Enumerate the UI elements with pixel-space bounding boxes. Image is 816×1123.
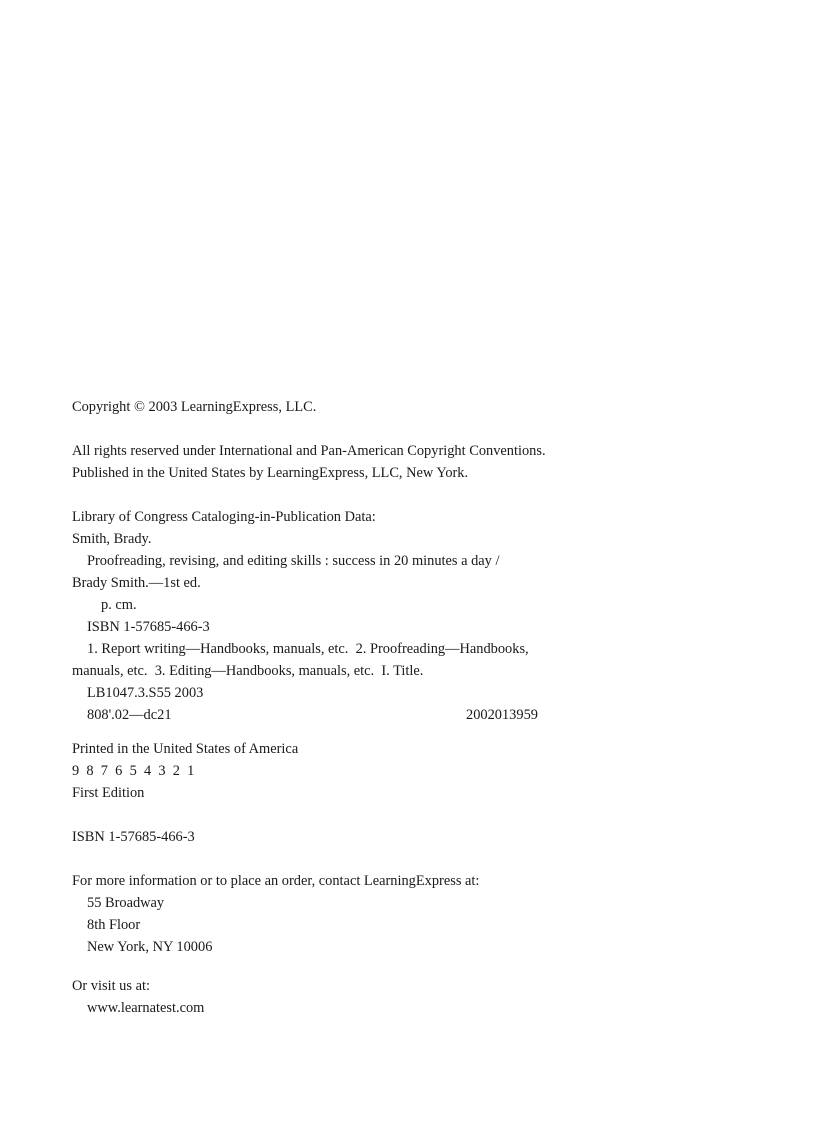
- web-intro: Or visit us at:: [72, 978, 150, 994]
- contact-city: New York, NY 10006: [87, 939, 213, 955]
- contact-info: [72, 870, 752, 958]
- cip-lc-class: LB1047.3.S55 2003: [87, 685, 204, 701]
- cip-heading: Library of Congress Cataloging-in-Publication Data:: [72, 509, 376, 525]
- rights-line-2: Published in the United States by LearningExpress, LLC, New York.: [72, 465, 469, 481]
- cip-isbn: ISBN 1-57685-466-3: [87, 619, 210, 635]
- printed-in-line: Printed in the United States of America: [72, 741, 299, 757]
- cip-lccn: 2002013959: [466, 707, 538, 723]
- printing-number-line: 9 8 7 6 5 4 3 2 1: [72, 763, 195, 779]
- isbn-block: [72, 826, 752, 848]
- copyright-line: Copyright © 2003 LearningExpress, LLC.: [72, 399, 317, 415]
- cip-author: Smith, Brady.: [72, 531, 152, 547]
- cip-title-line-2: Brady Smith.—1st ed.: [72, 575, 201, 591]
- contact-intro: For more information or to place an order, contact LearningExpress at:: [72, 873, 480, 889]
- cip-subjects-line-2: manuals, etc. 3. Editing—Handbooks, manuals, etc. I. Title.: [72, 663, 424, 679]
- contact-floor: 8th Floor: [87, 917, 141, 933]
- cip-pages: p. cm.: [101, 597, 137, 613]
- web-info: [72, 975, 752, 1019]
- rights-line-1: All rights reserved under International and Pan-American Copyright Conventions.: [72, 443, 546, 459]
- edition-line: First Edition: [72, 785, 145, 801]
- web-url: www.learnatest.com: [87, 1000, 205, 1016]
- isbn-line: ISBN 1-57685-466-3: [72, 829, 195, 845]
- cip-dewey-row: [72, 704, 752, 726]
- contact-street: 55 Broadway: [87, 895, 165, 911]
- cip-title-line-1: Proofreading, revising, and editing skills : success in 20 minutes a day /: [87, 553, 500, 569]
- cip-subjects-line-1: 1. Report writing—Handbooks, manuals, etc. 2. Proofreading—Handbooks,: [87, 641, 529, 657]
- cip-data-block: [72, 506, 752, 726]
- copyright-notice: [72, 396, 752, 418]
- printing-info: [72, 738, 752, 804]
- rights-statement: [72, 440, 752, 484]
- cip-dewey: 808'.02—dc21: [87, 707, 172, 723]
